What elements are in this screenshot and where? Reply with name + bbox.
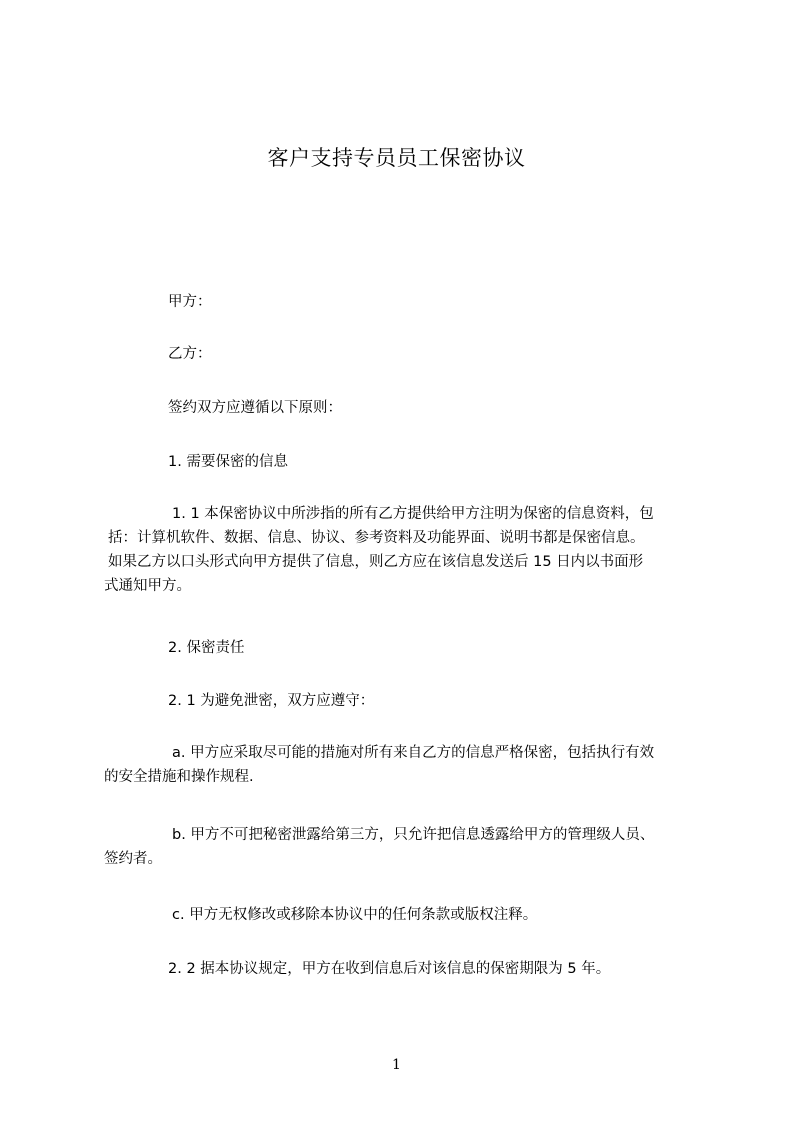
clause-2-2-text: 2. 2 据本协议规定，甲方在收到信息后对该信息的保密期限为 5 年。 [168,961,611,977]
page-number: 1 [392,1057,401,1073]
section-1-heading [104,450,699,474]
item-b [104,823,699,871]
document-title: 客户支持专员员工保密协议 [267,146,526,170]
section-2-heading [104,636,699,660]
clause-1-1-line-4: 式通知甲方。 [104,578,191,594]
clause-2-2 [104,957,699,981]
clause-1-1-line-1: 1. 1 本保密协议中所涉指的所有乙方提供给甲方注明为保密的信息资料，包 [172,506,654,522]
clause-2-1-text: 2. 1 为避免泄密，双方应遵守： [168,693,375,709]
item-a-line-1: a. 甲方应采取尽可能的措施对所有来自乙方的信息严格保密，包括执行有效 [172,745,655,761]
item-a-line-2: 的安全措施和操作规程. [104,769,254,785]
item-c [104,903,699,927]
party-b-text: 乙方： [168,346,212,362]
party-b-label [104,342,699,366]
section-2-heading-text: 2. 保密责任 [168,640,245,656]
clause-2-1 [104,689,699,713]
item-b-line-2: 签约者。 [104,851,162,867]
item-a [104,741,699,789]
principles-intro-text: 签约双方应遵循以下原则： [168,400,342,416]
principles-intro [104,396,699,420]
clause-1-1-line-2: 括：计算机软件、数据、信息、协议、参考资料及功能界面、说明书都是保密信息。 [108,530,645,546]
party-a-text: 甲方： [168,294,212,310]
clause-1-1-line-3: 如果乙方以口头形式向甲方提供了信息，则乙方应在该信息发送后 15 日内以书面形 [108,554,644,570]
item-c-text: c. 甲方无权修改或移除本协议中的任何条款或版权注释。 [172,907,538,923]
section-1-heading-text: 1. 需要保密的信息 [168,454,288,470]
party-a-label [104,290,699,314]
clause-1-1 [104,502,699,598]
item-b-line-1: b. 甲方不可把秘密泄露给第三方，只允许把信息透露给甲方的管理级人员、 [172,827,655,843]
